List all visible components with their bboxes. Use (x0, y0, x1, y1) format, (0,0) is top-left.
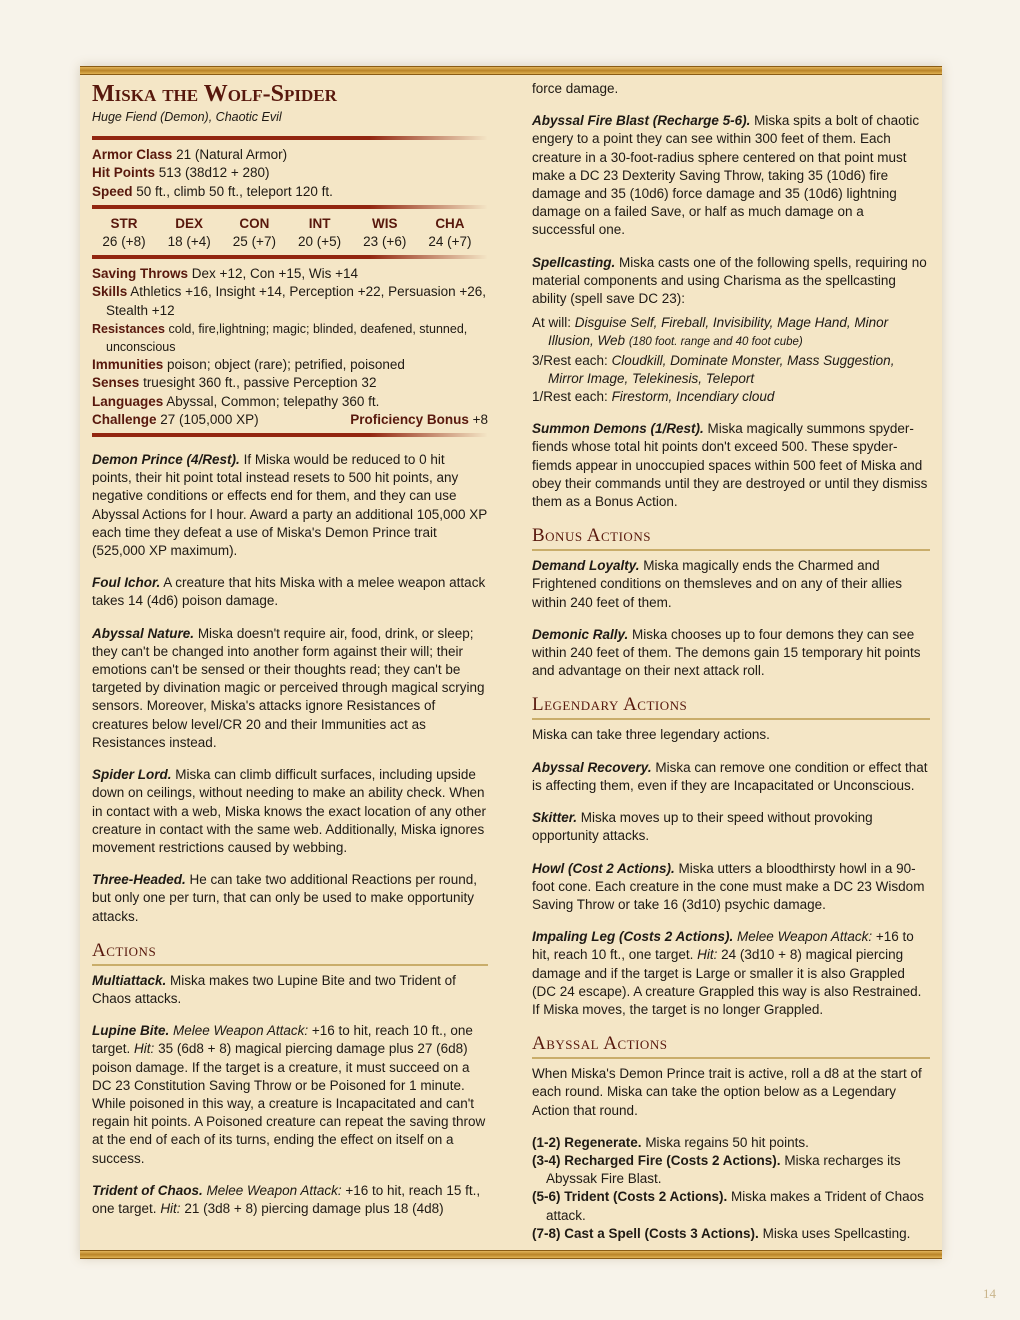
ability-int: INT 20 (+5) (297, 215, 342, 250)
ability-con: CON 25 (+7) (232, 215, 276, 250)
actions-heading: Actions (92, 940, 488, 966)
legendary-skitter: Skitter. Miska moves up to their speed without provoking opportunity attacks. (532, 810, 873, 844)
immunities: Immunities poison; object (rare); petrified, poisoned (92, 357, 405, 373)
speed: Speed 50 ft., climb 50 ft., teleport 120 ft. (92, 183, 333, 199)
legendary-impaling-leg: Impaling Leg (Costs 2 Actions). Melee Weapon Attack: +16 to hit, reach 10 ft., one target. Hit: 24 (3d10 + 8) magical piercing damage and if the target is Large or smaller it is also Grappled (DC 24 escape). A creature Grappled this way is also Restrained. If Miska moves, the target is no longer Grappled. (532, 929, 922, 1017)
page-number: 14 (983, 1286, 996, 1301)
bonus-demonic-rally: Demonic Rally. Miska chooses up to four demons they can see within 240 feet of them. The demons gain 15 temporary hit points and advantage on their next attack roll. (532, 626, 921, 679)
saving-throws: Saving Throws Dex +12, Con +15, Wis +14 (92, 266, 359, 282)
monster-name: Miska the Wolf-Spider (92, 81, 337, 107)
stat-block-bottom-border (80, 1250, 942, 1259)
trident-continued: force damage. (532, 81, 619, 96)
monster-subtitle: Huge Fiend (Demon), Chaotic Evil (92, 110, 282, 124)
ability-wis: WIS 23 (+6) (363, 215, 407, 250)
trait-foul-ichor: Foul Ichor. A creature that hits Miska with a melee weapon attack takes 14 (4d6) poison damage. (92, 575, 486, 609)
legendary-howl: Howl (Cost 2 Actions). Miska utters a bloodthirsty howl in a 90-foot cone. Each creature in the cone must make a DC 23 Wisdom Saving Throw or take 16 (3d10) psychic damage. (532, 860, 925, 912)
right-column (532, 80, 930, 1243)
divider (92, 433, 488, 437)
abyssal-intro: When Miska's Demon Prince trait is active, roll a d8 at the start of each round. Miska can take the option below as a Legendary Action that round. (532, 1066, 922, 1118)
trait-demon-prince: Demon Prince (4/Rest). If Miska would be reduced to 0 hit points, their hit point total instead resets to 500 hit points, any negative conditions or effects end for them, and they can use Abyssal Actions for l hour. Award a party an additional 105,000 XP each time they defeat a use of Miska's Demon Prince trait (525,000 XP maximum). (92, 452, 488, 559)
spells-3-per-rest: 3/Rest each: Cloudkill, Dominate Monster, Mass Suggestion, Mirror Image, Telekinesis, Teleport (532, 352, 895, 386)
spells-1-per-rest: 1/Rest each: Firestorm, Incendiary cloud (532, 389, 775, 405)
abyssal-actions-heading: Abyssal Actions (532, 1033, 930, 1059)
challenge-row (92, 411, 488, 429)
divider (92, 255, 488, 259)
action-abyssal-fire-blast: Abyssal Fire Blast (Recharge 5-6). Miska spits a bolt of chaotic engery to a point they can see within 300 feet of them. Each creature in a 30-foot-radius sphere centered on that point must make a DC 23 Dexterity Saving Throw, taking 35 (10d6) fire damage and 35 (10d6) force damage and 35 (10d6) lightning damage on a failed Save, or half as much damage on a successful one. (532, 113, 920, 238)
ability-dex: DEX 18 (+4) (167, 215, 211, 250)
hit-points: Hit Points 513 (38d12 + 280) (92, 165, 270, 181)
spells-at-will: At will: Disguise Self, Fireball, Invisibility, Mage Hand, Minor Illusion, Web (180 foot. range and 40 foot cube) (532, 315, 889, 349)
abyssal-action-trident: (5-6) Trident (Costs 2 Actions). Miska makes a Trident of Chaos attack. (532, 1189, 924, 1223)
legendary-abyssal-recovery: Abyssal Recovery. Miska can remove one condition or effect that is affecting them, even if they are Incapacitated or Unconscious. (532, 759, 928, 793)
legendary-intro: Miska can take three legendary actions. (532, 727, 770, 743)
ability-cha: CHA 24 (+7) (428, 215, 472, 250)
action-multiattack: Multiattack. Miska makes two Lupine Bite and two Trident of Chaos attacks. (92, 972, 456, 1006)
trait-abyssal-nature: Abyssal Nature. Miska doesn't require air, food, drink, or sleep; they can't be changed into another form against their will; their emotions can't be sensed or their thoughts read; they can't be targeted by divination magic or perceived through magical scrying sensors. Moreover, Miska's attacks ignore Resistances of creatures below level/CR 20 and their Immunities act as Resistances instead. (92, 625, 485, 750)
proficiency-bonus: Proficiency Bonus +8 (350, 411, 488, 427)
divider (92, 136, 488, 140)
resistances: Resistances cold, fire,lightning; magic; blinded, deafened, stunned, unconscious (92, 321, 468, 355)
abyssal-action-cast-spell: (7-8) Cast a Spell (Costs 3 Actions). Miska uses Spellcasting. (532, 1225, 911, 1241)
divider (92, 205, 488, 209)
bonus-demand-loyalty: Demand Loyalty. Miska magically ends the Charmed and Frightened conditions on themsleves and on any of their allies within 240 feet of them. (532, 558, 902, 610)
action-spellcasting: Spellcasting. Miska casts one of the following spells, requiring no material components and using Charisma as the spellcasting ability (spell save DC 23): (532, 254, 927, 307)
languages: Languages Abyssal, Common; telepathy 360 ft. (92, 393, 380, 409)
trait-three-headed: Three-Headed. He can take two additional Reactions per round, but only one per turn, that can only be used to make opportunity attacks. (92, 872, 477, 924)
legendary-actions-heading: Legendary Actions (532, 694, 930, 720)
bonus-actions-heading: Bonus Actions (532, 525, 930, 551)
challenge: Challenge 27 (105,000 XP) (92, 411, 259, 427)
trait-spider-lord: Spider Lord. Miska can climb difficult surfaces, including upside down on ceilings, without needing to make an ability check. When in contact with a web, Miska knows the exact location of any other creature in contact with the same web. Additionally, Miska ignores movement restrictions caused by webbing. (92, 767, 486, 855)
stat-block-top-border (80, 66, 942, 75)
abyssal-action-regenerate: (1-2) Regenerate. Miska regains 50 hit points. (532, 1134, 809, 1150)
skills: Skills Athletics +16, Insight +14, Perception +22, Persuasion +26, Stealth +12 (92, 284, 487, 318)
ability-str: STR 26 (+8) (102, 215, 146, 250)
armor-class: Armor Class 21 (Natural Armor) (92, 147, 288, 163)
abyssal-action-recharged-fire: (3-4) Recharged Fire (Costs 2 Actions). Miska recharges its Abyssak Fire Blast. (532, 1152, 901, 1187)
ability-scores (94, 215, 480, 251)
action-summon-demons: Summon Demons (1/Rest). Miska magically summons spyder-fiends whose total hit points don't exceed 500. These spyder-fiemds appear in unoccupied spaces within 500 feet of Miska and obey their commands until they are destroyed or until they dismiss them as a Bonus Action. (532, 421, 928, 510)
left-column (92, 80, 488, 1218)
senses: Senses truesight 360 ft., passive Perception 32 (92, 375, 377, 391)
abyssal-actions-list (532, 1134, 930, 1243)
action-lupine-bite: Lupine Bite. Melee Weapon Attack: +16 to hit, reach 10 ft., one target. Hit: 35 (6d8 + 8) magical piercing damage plus 27 (6d8) poison damage. If the target is a creature, it must succeed on a DC 23 Constitution Saving Throw or be Poisoned for 1 minute. While poisoned in this way, a creature is Incapacitated and can't regain hit points. A Poisoned creature can repeat the saving throw at the end of each of its turns, ending the effect on itself on a success. (92, 1023, 486, 1166)
action-trident-of-chaos: Trident of Chaos. Melee Weapon Attack: +16 to hit, reach 15 ft., one target. Hit: 21 (3d8 + 8) piercing damage plus 18 (4d8) (92, 1182, 481, 1216)
